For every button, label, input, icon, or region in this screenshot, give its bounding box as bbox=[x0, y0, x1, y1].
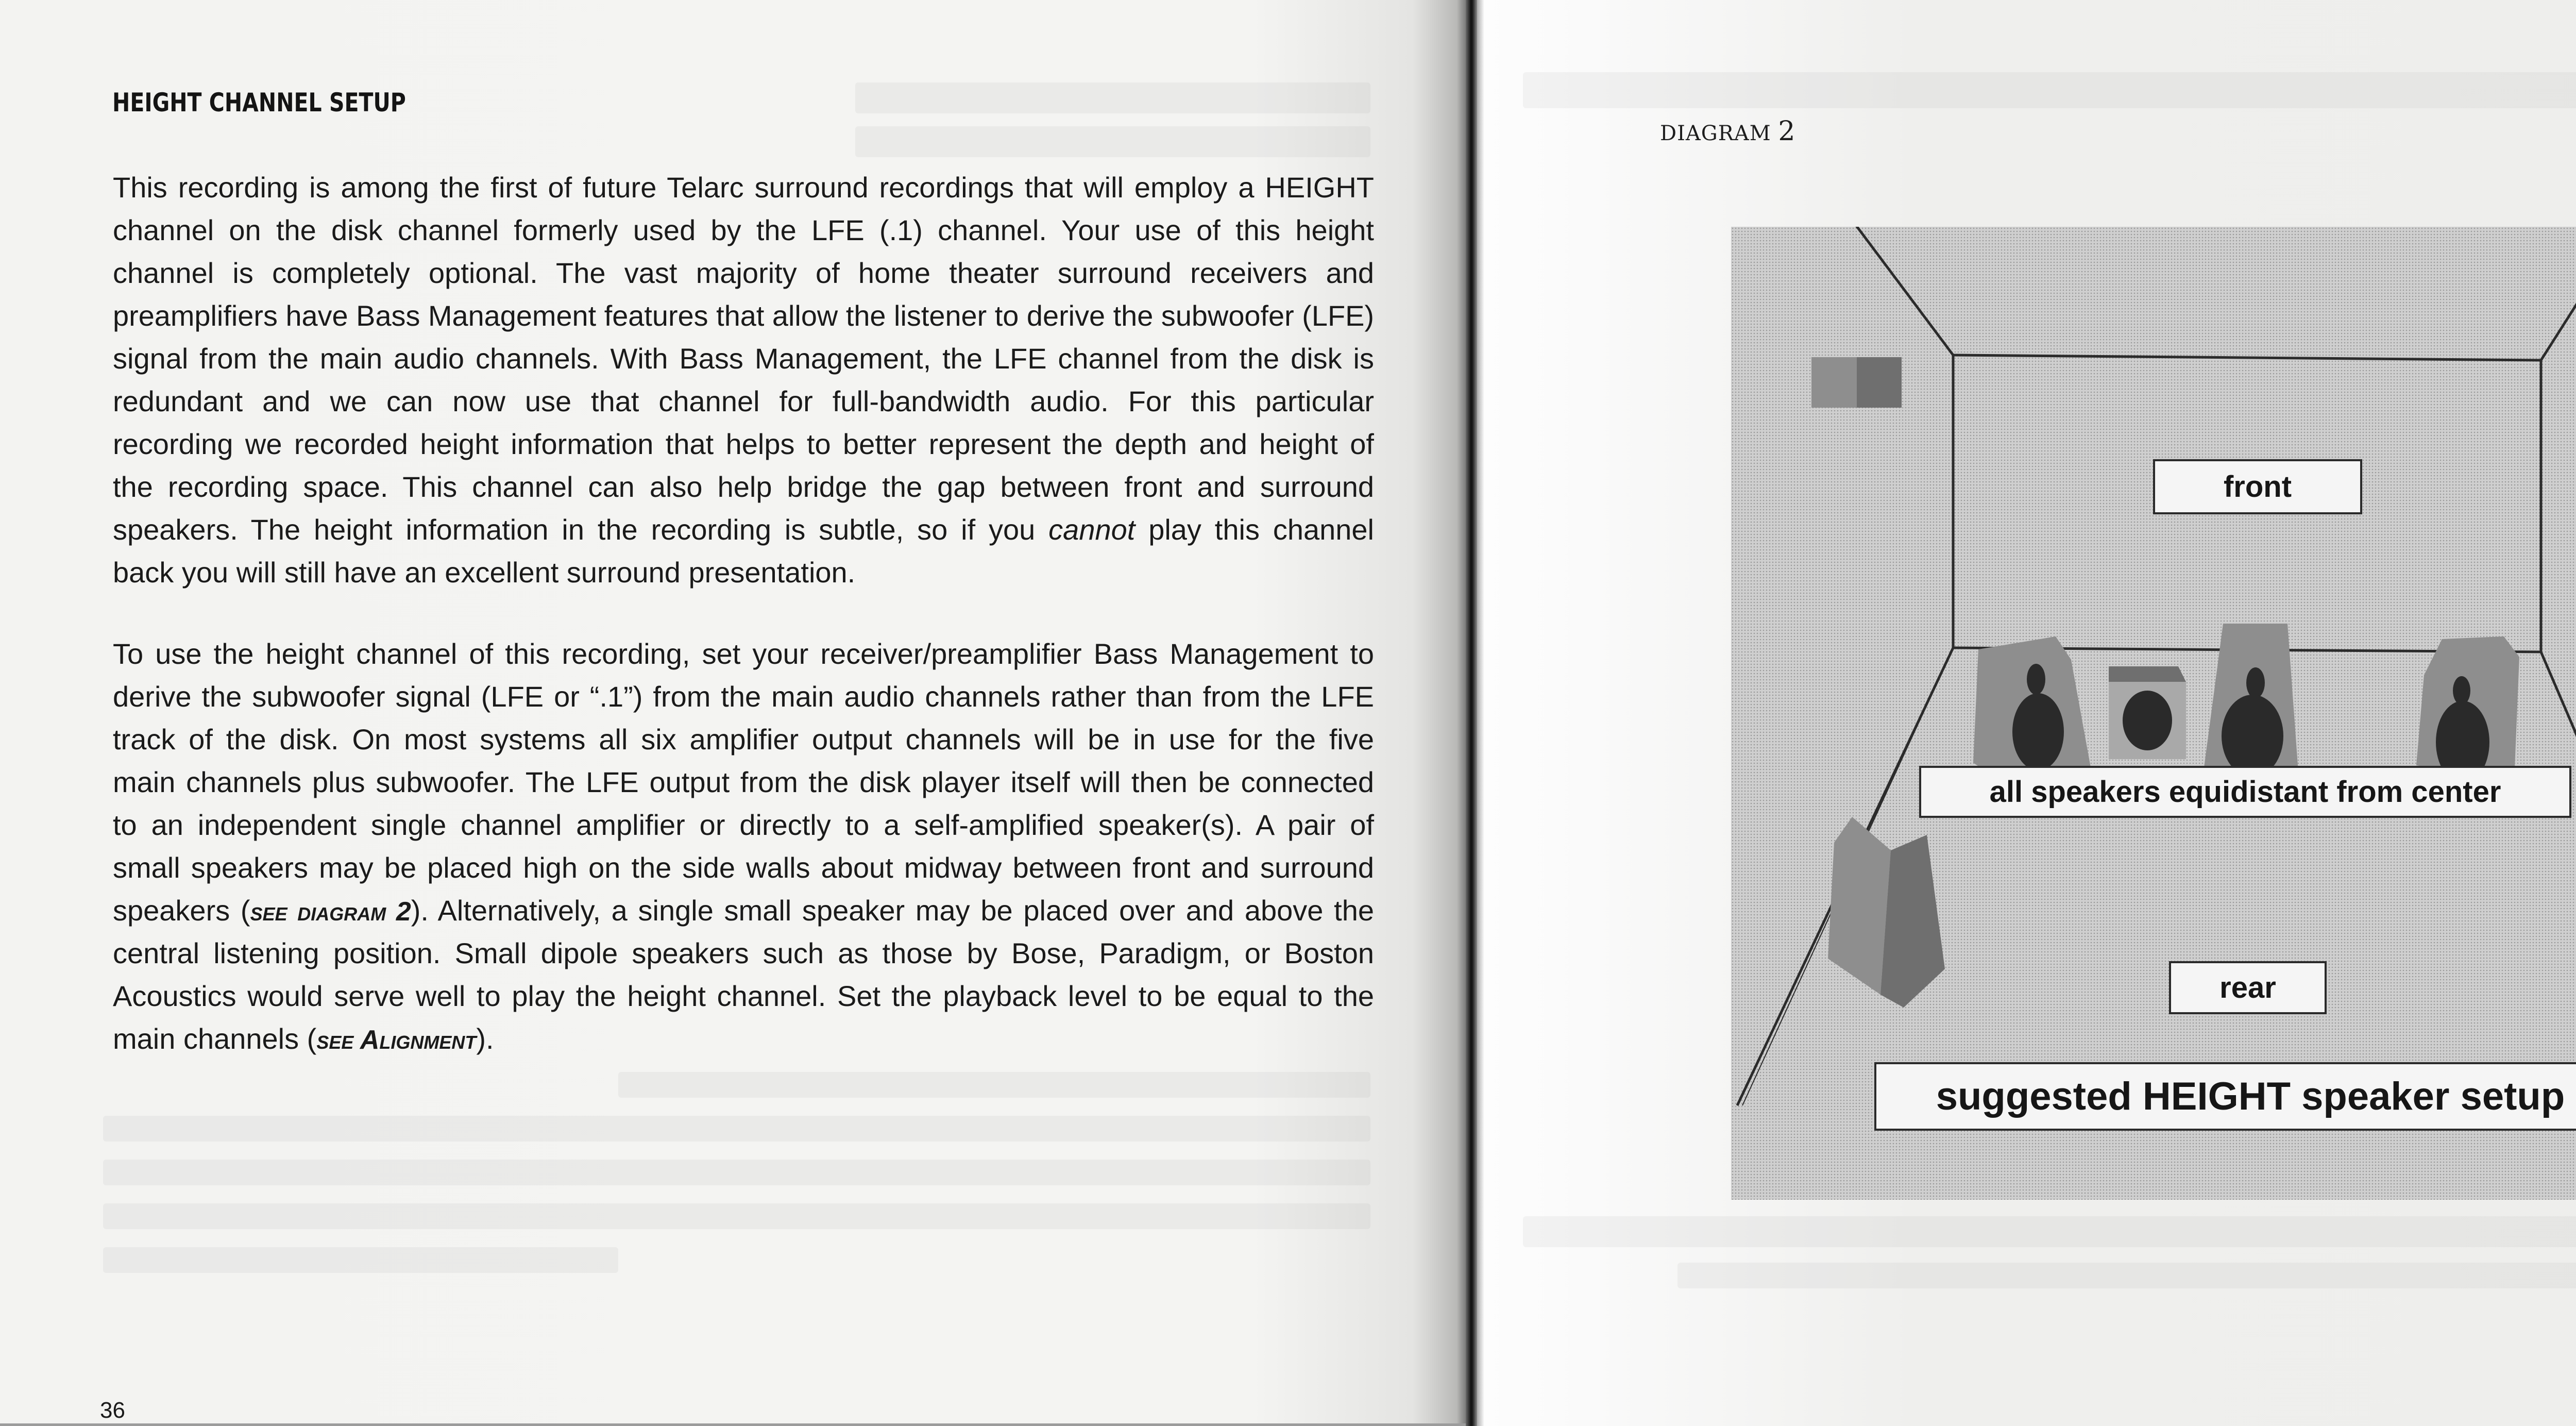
bleed-through-shadow bbox=[618, 1072, 1370, 1098]
speaker-setup-diagram bbox=[1731, 227, 2576, 1200]
text-line bbox=[113, 1017, 1374, 1060]
text-line: To use the height channel of this recording, set your receiver/preamplifier Bass Management to bbox=[113, 637, 1374, 670]
text-line: recording we recorded height information that helps to better represent the depth and height of bbox=[113, 428, 1374, 460]
text-line: to an independent single channel amplifier or directly to a self-amplified speaker(s). A pair of bbox=[113, 809, 1374, 841]
paragraph-1 bbox=[113, 166, 1374, 594]
text-line: back you will still have an excellent surround presentation. bbox=[113, 556, 856, 589]
text-fragment: speakers. The height information in the recording is subtle, so if you bbox=[113, 513, 1049, 546]
page-bottom-edge bbox=[0, 1423, 1466, 1426]
text-fragment: ). bbox=[476, 1022, 494, 1055]
page-number-left: 36 bbox=[100, 1398, 125, 1423]
bleed-through-shadow bbox=[103, 1116, 1370, 1142]
diagram-label bbox=[1660, 116, 1795, 147]
text-fragment: speakers ( bbox=[113, 894, 250, 927]
cross-reference: see diagram bbox=[250, 897, 386, 927]
front-left-tweeter bbox=[2027, 664, 2045, 695]
text-line bbox=[113, 508, 1374, 551]
bleed-through-shadow bbox=[855, 126, 1370, 157]
label-front: front bbox=[2153, 459, 2362, 514]
text-fragment: main channels ( bbox=[113, 1022, 317, 1055]
diagram-label-text: DIAGRAM bbox=[1660, 122, 1771, 145]
text-line: Acoustics would serve well to play the height channel. Set the playback level to be equal to the bbox=[113, 980, 1374, 1012]
center-woofer bbox=[2222, 695, 2283, 777]
bleed-through-shadow bbox=[855, 82, 1370, 113]
text-line: This recording is among the first of future Telarc surround recordings that will employ a HEIGHT bbox=[113, 171, 1374, 204]
text-line: main channels plus subwoofer. The LFE output from the disk player itself will then be connected bbox=[113, 766, 1374, 798]
text-line: small speakers may be placed high on the side walls about midway between front and surround bbox=[113, 851, 1374, 884]
diagram-caption: suggested HEIGHT speaker setup bbox=[1874, 1062, 2576, 1131]
height-speaker-left-front bbox=[1857, 357, 1902, 408]
text-line: channel is completely optional. The vast majority of home theater surround receivers and bbox=[113, 257, 1374, 289]
label-equidistant: all speakers equidistant from center bbox=[1919, 766, 2571, 818]
bleed-through-shadow bbox=[1677, 1263, 2576, 1288]
paragraph-2 bbox=[113, 632, 1374, 1060]
subwoofer-top bbox=[2109, 666, 2186, 682]
subwoofer-driver bbox=[2123, 691, 2172, 750]
diagram-label-number: 2 bbox=[1778, 116, 1796, 147]
emphasis-text: cannot bbox=[1048, 513, 1136, 546]
diagram-drawing bbox=[1731, 227, 2576, 1200]
text-fragment: play this channel bbox=[1135, 513, 1374, 546]
section-heading: HEIGHT CHANNEL SETUP bbox=[112, 88, 406, 118]
bleed-through-shadow bbox=[103, 1203, 1370, 1229]
label-rear: rear bbox=[2169, 961, 2327, 1014]
text-fragment: ). Alternatively, a single small speaker may be placed over and above the bbox=[411, 894, 1375, 927]
bleed-through-shadow bbox=[103, 1160, 1370, 1185]
height-speaker-left-side bbox=[1811, 357, 1857, 408]
bleed-through-shadow bbox=[103, 1247, 618, 1273]
text-line: preamplifiers have Bass Management features that allow the listener to derive the subwoofer (LFE) bbox=[113, 299, 1374, 332]
bleed-through-shadow bbox=[1523, 1216, 2576, 1247]
book-spine bbox=[1466, 0, 1477, 1426]
text-line: channel on the disk channel formerly used by the LFE (.1) channel. Your use of this height bbox=[113, 214, 1374, 246]
text-line: the recording space. This channel can also help bridge the gap between front and surround bbox=[113, 471, 1374, 503]
text-line: derive the subwoofer signal (LFE or “.1”) from the main audio channels rather than from the LFE bbox=[113, 680, 1374, 713]
front-left-woofer bbox=[2012, 693, 2064, 770]
center-tweeter bbox=[2246, 667, 2265, 698]
text-line bbox=[113, 889, 1374, 932]
text-line: central listening position. Small dipole speakers such as those by Bose, Paradigm, or Boston bbox=[113, 937, 1374, 969]
cross-reference-number: 2 bbox=[386, 897, 411, 927]
front-right-tweeter bbox=[2453, 676, 2470, 705]
bleed-through-shadow bbox=[1523, 72, 2576, 108]
text-line: signal from the main audio channels. With Bass Management, the LFE channel from the disk is bbox=[113, 342, 1374, 375]
text-line: redundant and we can now use that channel for full-bandwidth audio. For this particular bbox=[113, 385, 1374, 417]
cross-reference: see Alignment bbox=[316, 1025, 477, 1055]
text-line: track of the disk. On most systems all six amplifier output channels will be in use for the five bbox=[113, 723, 1374, 756]
